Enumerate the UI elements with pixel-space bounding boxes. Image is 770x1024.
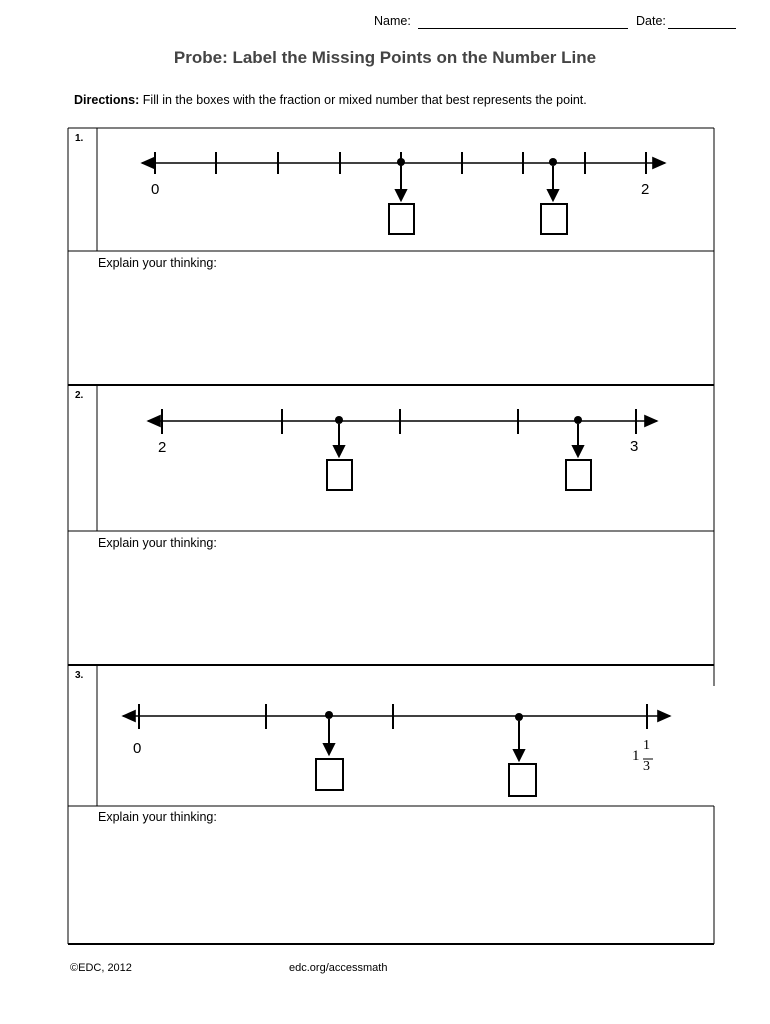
answer-box-2b xyxy=(566,460,591,490)
number-line-1-end-label: 2 xyxy=(641,181,650,198)
point-3a xyxy=(325,711,333,719)
number-line-3-start-label: 0 xyxy=(133,740,142,757)
problem-3-number: 3. xyxy=(75,670,84,681)
footer-url[interactable]: edc.org/accessmath xyxy=(289,962,388,974)
problem-1-explain-label: Explain your thinking: xyxy=(98,256,217,270)
problem-3-explain-area[interactable] xyxy=(70,832,712,940)
answer-box-2a xyxy=(327,460,352,490)
number-line-2-start-label: 2 xyxy=(158,439,167,456)
problem-2-explain-area[interactable] xyxy=(70,558,712,662)
number-line-3-end-label-numerator: 1 xyxy=(643,738,650,753)
problem-2-number: 2. xyxy=(75,390,84,401)
page-title: Probe: Label the Missing Points on the Number Line xyxy=(173,48,597,67)
name-label: Name: xyxy=(374,14,411,28)
number-line-1-start-label: 0 xyxy=(151,181,160,198)
footer-copyright: ©EDC, 2012 xyxy=(70,962,132,974)
point-1a xyxy=(397,158,405,166)
number-line-3-end-label-denominator: 3 xyxy=(643,759,650,774)
problem-1-explain-area[interactable] xyxy=(70,278,712,382)
point-1b xyxy=(549,158,557,166)
problem-2-explain-label: Explain your thinking: xyxy=(98,536,217,550)
problem-3-explain-label: Explain your thinking: xyxy=(98,810,217,824)
answer-box-3a xyxy=(316,759,343,790)
number-line-3 xyxy=(123,704,670,729)
point-2a xyxy=(335,416,343,424)
problem-1-number: 1. xyxy=(75,133,84,144)
point-2b xyxy=(574,416,582,424)
answer-box-3b xyxy=(509,764,536,796)
number-line-2-end-label: 3 xyxy=(630,438,639,455)
date-label: Date: xyxy=(636,14,666,28)
directions-text: Fill in the boxes with the fraction or mixed number that best represents the point. xyxy=(142,93,587,107)
number-line-3-end-label-whole: 1 xyxy=(632,748,640,764)
answer-box-1b xyxy=(541,204,567,234)
answer-box-1a xyxy=(389,204,414,234)
directions-label: Directions: xyxy=(74,93,140,107)
point-3b xyxy=(515,713,523,721)
